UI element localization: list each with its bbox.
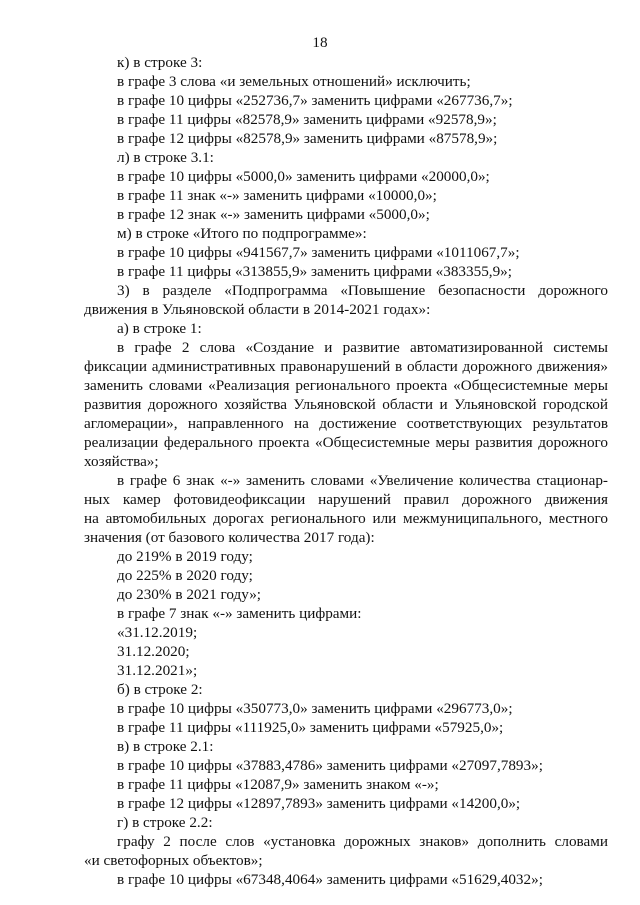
text-line: в графе 10 цифры «350773,0» заменить цифрами «296773,0»; xyxy=(117,700,513,717)
text-line: в графе 10 цифры «941567,7» заменить цифрами «1011067,7»; xyxy=(117,244,520,261)
text-line: в графе 12 знак «-» заменить цифрами «5000,0»; xyxy=(117,206,430,223)
text-line: 31.12.2021»; xyxy=(117,662,198,679)
text-line: до 230% в 2021 году»; xyxy=(117,586,262,603)
text-line: в графе 11 цифры «12087,9» заменить знаком «-»; xyxy=(117,776,439,793)
text-line: в графе 12 цифры «12897,7893» заменить цифрами «14200,0»; xyxy=(117,795,521,812)
text-line: в графе 10 цифры «37883,4786» заменить цифрами «27097,7893»; xyxy=(117,757,543,774)
text-line: до 219% в 2019 году; xyxy=(117,548,253,565)
text-line: значения (от базового количества 2017 года): xyxy=(84,529,375,546)
text-line: развития дорожного хозяйства Ульяновской области и Ульяновской городской xyxy=(84,396,608,413)
page-number: 18 xyxy=(312,34,328,51)
text-line: ных камер фотовидеофиксации нарушений правил дорожного движения xyxy=(84,491,608,508)
text-line: м) в строке «Итого по подпрограмме»: xyxy=(117,225,367,242)
text-line: а) в строке 1: xyxy=(117,320,202,337)
text-line: в графе 11 цифры «111925,0» заменить цифрами «57925,0»; xyxy=(117,719,504,736)
text-line: в графе 10 цифры «252736,7» заменить цифрами «267736,7»; xyxy=(117,92,513,109)
text-line: в графе 11 знак «-» заменить цифрами «10000,0»; xyxy=(117,187,437,204)
text-line: «и светофорных объектов»; xyxy=(84,852,263,869)
text-line: в графе 7 знак «-» заменить цифрами: xyxy=(117,605,362,622)
text-line: фиксации административных правонарушений в области дорожного движения» xyxy=(84,358,608,375)
text-line: в графе 6 знак «-» заменить словами «Увеличение количества стационар- xyxy=(117,472,608,489)
text-line: реализации федерального проекта «Общесистемные меры развития дорожного xyxy=(84,434,608,451)
text-line: в графе 10 цифры «67348,4064» заменить цифрами «51629,4032»; xyxy=(117,871,543,888)
text-line: на автомобильных дорогах регионального или межмуниципального, местного xyxy=(84,510,608,527)
text-line: до 225% в 2020 году; xyxy=(117,567,253,584)
text-line: г) в строке 2.2: xyxy=(117,814,213,831)
text-line: л) в строке 3.1: xyxy=(117,149,214,166)
text-line: агломерации», направленного на достижение соответствующих результатов xyxy=(84,415,608,432)
text-line: в графе 2 слова «Создание и развитие автоматизированной системы xyxy=(117,339,608,356)
text-line: хозяйства»; xyxy=(84,453,159,470)
text-line: к) в строке 3: xyxy=(117,54,203,71)
text-line: 31.12.2020; xyxy=(117,643,190,660)
text-line: в графе 10 цифры «5000,0» заменить цифрами «20000,0»; xyxy=(117,168,490,185)
text-line: в графе 11 цифры «82578,9» заменить цифрами «92578,9»; xyxy=(117,111,497,128)
text-line: 3) в разделе «Подпрограмма «Повышение безопасности дорожного xyxy=(117,282,608,299)
text-line: в) в строке 2.1: xyxy=(117,738,214,755)
text-line: движения в Ульяновской области в 2014-2021 годах»: xyxy=(84,301,431,318)
text-line: в графе 3 слова «и земельных отношений» исключить; xyxy=(117,73,471,90)
text-line: графу 2 после слов «установка дорожных знаков» дополнить словами xyxy=(117,833,608,850)
text-line: заменить словами «Реализация регионального проекта «Общесистемные меры xyxy=(84,377,608,394)
text-line: в графе 12 цифры «82578,9» заменить цифрами «87578,9»; xyxy=(117,130,498,147)
text-line: «31.12.2019; xyxy=(117,624,198,641)
text-line: б) в строке 2: xyxy=(117,681,203,698)
text-line: в графе 11 цифры «313855,9» заменить цифрами «383355,9»; xyxy=(117,263,512,280)
